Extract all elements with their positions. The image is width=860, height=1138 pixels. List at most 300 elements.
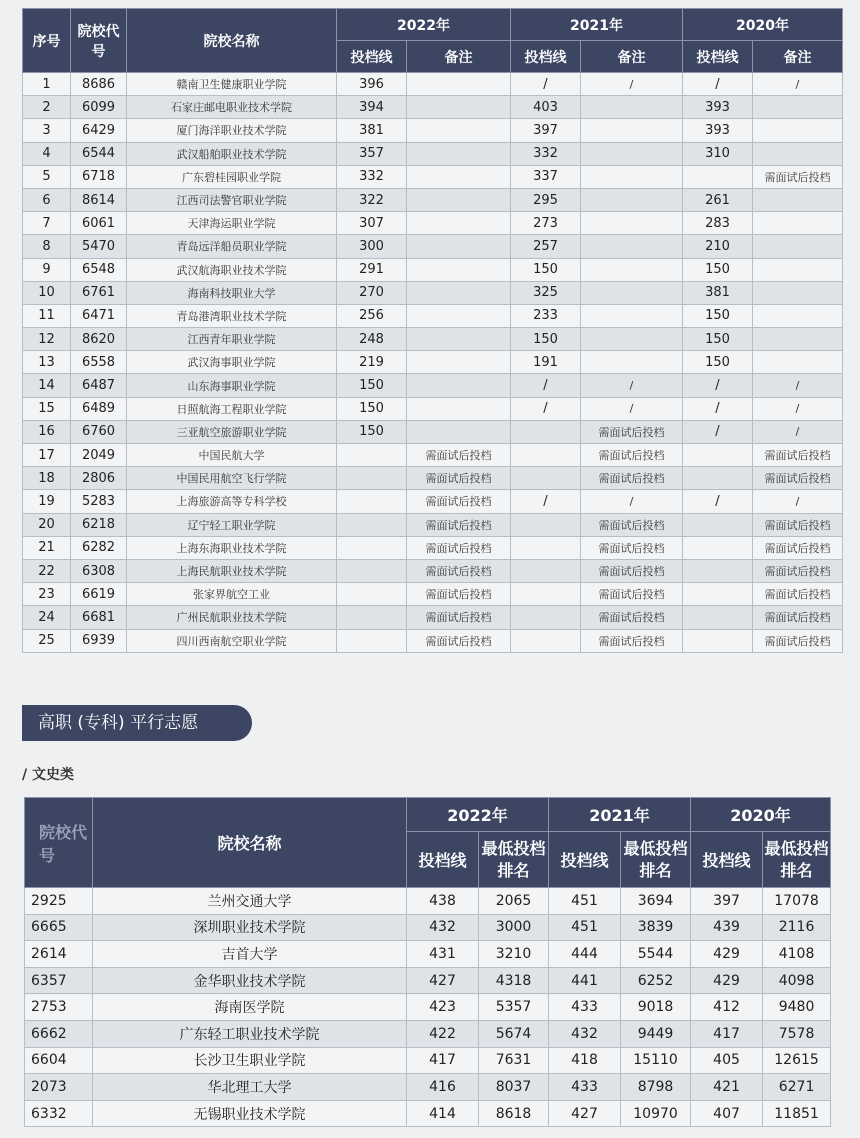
cell-name: 中国民用航空飞行学院 — [127, 467, 337, 490]
cell-name: 山东海事职业学院 — [127, 374, 337, 397]
cell-code: 6604 — [25, 1047, 93, 1074]
cell-s21: 432 — [549, 1020, 621, 1047]
cell-code: 6761 — [71, 281, 127, 304]
cell-s21: 427 — [549, 1100, 621, 1127]
cell-name: 赣南卫生健康职业学院 — [127, 73, 337, 96]
cell-seq: 1 — [23, 73, 71, 96]
table-row — [23, 397, 843, 420]
cell-s21: / — [511, 490, 581, 513]
table-row — [23, 490, 843, 513]
cell-code: 2925 — [25, 888, 93, 915]
cell-code: 8614 — [71, 188, 127, 211]
cell-n20 — [753, 304, 843, 327]
note-header-2021: 备注 — [581, 41, 683, 73]
cell-s20 — [683, 444, 753, 467]
cell-r21: 10970 — [621, 1100, 691, 1127]
table-row — [23, 513, 843, 536]
cell-s21: 451 — [549, 914, 621, 941]
section-title-badge: 高职 (专科) 平行志愿 — [22, 705, 252, 741]
note-header-2022: 备注 — [407, 41, 511, 73]
cell-s22: 422 — [407, 1020, 479, 1047]
cell-s21 — [511, 629, 581, 652]
cell-name: 广东碧桂园职业学院 — [127, 165, 337, 188]
cell-s20: 429 — [691, 967, 763, 994]
cell-name: 上海民航职业技术学院 — [127, 559, 337, 582]
cell-seq: 12 — [23, 328, 71, 351]
score-header-2020: 投档线 — [691, 832, 763, 888]
cell-n21: 需面试后投档 — [581, 559, 683, 582]
table-row — [23, 420, 843, 443]
cell-seq: 5 — [23, 165, 71, 188]
table-row — [25, 914, 831, 941]
cell-name: 武汉海事职业学院 — [127, 351, 337, 374]
cell-s22 — [337, 559, 407, 582]
cell-n20: 需面试后投档 — [753, 536, 843, 559]
cell-n21 — [581, 235, 683, 258]
cell-s21: 337 — [511, 165, 581, 188]
cell-s20 — [683, 513, 753, 536]
cell-name: 兰州交通大学 — [93, 888, 407, 915]
cell-s20 — [683, 165, 753, 188]
cell-s21: 325 — [511, 281, 581, 304]
cell-n22 — [407, 235, 511, 258]
cell-s22: 332 — [337, 165, 407, 188]
cell-n21: 需面试后投档 — [581, 444, 683, 467]
cell-n22 — [407, 73, 511, 96]
cell-n21 — [581, 351, 683, 374]
cell-s21 — [511, 467, 581, 490]
cell-s20: 412 — [691, 994, 763, 1021]
cell-s22 — [337, 444, 407, 467]
cell-s21: 433 — [549, 994, 621, 1021]
cell-s20: 310 — [683, 142, 753, 165]
cell-code: 8686 — [71, 73, 127, 96]
seq-header: 序号 — [23, 9, 71, 73]
cell-seq: 18 — [23, 467, 71, 490]
cell-n20: 需面试后投档 — [753, 629, 843, 652]
table-row — [23, 212, 843, 235]
table-row — [23, 583, 843, 606]
cell-s21: 191 — [511, 351, 581, 374]
cell-s20: 407 — [691, 1100, 763, 1127]
cell-n21 — [581, 96, 683, 119]
score-header-2021: 投档线 — [511, 41, 581, 73]
cell-s20 — [683, 629, 753, 652]
cell-n20 — [753, 258, 843, 281]
cell-code: 2753 — [25, 994, 93, 1021]
cell-n21: 需面试后投档 — [581, 583, 683, 606]
cell-n20 — [753, 351, 843, 374]
cell-s22: 300 — [337, 235, 407, 258]
cell-s21: 441 — [549, 967, 621, 994]
year-2021-header: 2021年 — [511, 9, 683, 41]
table-row — [23, 142, 843, 165]
cell-code: 6760 — [71, 420, 127, 443]
cell-r22: 7631 — [479, 1047, 549, 1074]
cell-r20: 7578 — [763, 1020, 831, 1047]
cell-n20: / — [753, 397, 843, 420]
table-row — [23, 328, 843, 351]
table-row — [25, 1074, 831, 1101]
cell-n22 — [407, 142, 511, 165]
cell-name: 上海东海职业技术学院 — [127, 536, 337, 559]
cell-s22: 381 — [337, 119, 407, 142]
table-row — [23, 73, 843, 96]
cell-name: 张家界航空工业 — [127, 583, 337, 606]
cell-s21 — [511, 559, 581, 582]
cell-code: 6718 — [71, 165, 127, 188]
cell-s22: 270 — [337, 281, 407, 304]
cell-n22 — [407, 165, 511, 188]
cell-r22: 8618 — [479, 1100, 549, 1127]
cell-code: 6471 — [71, 304, 127, 327]
cell-seq: 22 — [23, 559, 71, 582]
note-header-2020: 备注 — [753, 41, 843, 73]
table-row — [23, 235, 843, 258]
cell-s21: 273 — [511, 212, 581, 235]
cell-s20: / — [683, 490, 753, 513]
cell-s22 — [337, 490, 407, 513]
cell-n20: 需面试后投档 — [753, 444, 843, 467]
cell-r22: 2065 — [479, 888, 549, 915]
cell-seq: 23 — [23, 583, 71, 606]
cell-s21: 332 — [511, 142, 581, 165]
cell-n22 — [407, 420, 511, 443]
cell-s20 — [683, 559, 753, 582]
table-row — [23, 119, 843, 142]
cell-code: 6357 — [25, 967, 93, 994]
cell-s21: 150 — [511, 328, 581, 351]
cell-code: 6681 — [71, 606, 127, 629]
admission-score-table-top — [22, 8, 843, 653]
cell-s20: / — [683, 397, 753, 420]
cell-s21: / — [511, 374, 581, 397]
cell-s22: 307 — [337, 212, 407, 235]
cell-n20 — [753, 188, 843, 211]
cell-n22: 需面试后投档 — [407, 444, 511, 467]
cell-n20 — [753, 212, 843, 235]
cell-n21 — [581, 304, 683, 327]
cell-n21: 需面试后投档 — [581, 420, 683, 443]
cell-n21 — [581, 142, 683, 165]
cell-n21: 需面试后投档 — [581, 629, 683, 652]
cell-r20: 4108 — [763, 941, 831, 968]
cell-r20: 6271 — [763, 1074, 831, 1101]
cell-n20: / — [753, 374, 843, 397]
cell-n20: 需面试后投档 — [753, 559, 843, 582]
cell-name: 青岛远洋船员职业学院 — [127, 235, 337, 258]
cell-code: 6548 — [71, 258, 127, 281]
cell-s22: 414 — [407, 1100, 479, 1127]
cell-name: 三亚航空旅游职业学院 — [127, 420, 337, 443]
cell-name: 上海旅游高等专科学校 — [127, 490, 337, 513]
cell-r22: 8037 — [479, 1074, 549, 1101]
cell-s20: 210 — [683, 235, 753, 258]
cell-s22: 150 — [337, 420, 407, 443]
rank-header-2021: 最低投档排名 — [621, 832, 691, 888]
cell-n21: / — [581, 73, 683, 96]
score-header-2020: 投档线 — [683, 41, 753, 73]
cell-s20: 439 — [691, 914, 763, 941]
cell-r20: 11851 — [763, 1100, 831, 1127]
cell-code: 6061 — [71, 212, 127, 235]
cell-s21 — [511, 583, 581, 606]
cell-s21: 233 — [511, 304, 581, 327]
cell-seq: 16 — [23, 420, 71, 443]
cell-s22: 291 — [337, 258, 407, 281]
bottom-table-body — [25, 888, 831, 1127]
code-header: 院校代号 — [25, 798, 93, 888]
cell-s22 — [337, 606, 407, 629]
table-row — [23, 559, 843, 582]
cell-name: 中国民航大学 — [127, 444, 337, 467]
cell-s22 — [337, 467, 407, 490]
cell-s21: / — [511, 73, 581, 96]
cell-name: 江西青年职业学院 — [127, 328, 337, 351]
table-row — [23, 96, 843, 119]
cell-n21 — [581, 119, 683, 142]
cell-name: 厦门海洋职业技术学院 — [127, 119, 337, 142]
cell-n20: 需面试后投档 — [753, 165, 843, 188]
cell-n20: 需面试后投档 — [753, 467, 843, 490]
table-row — [23, 629, 843, 652]
cell-code: 6544 — [71, 142, 127, 165]
cell-s20: 397 — [691, 888, 763, 915]
cell-s20: 381 — [683, 281, 753, 304]
year-2020-header: 2020年 — [683, 9, 843, 41]
cell-s20 — [683, 606, 753, 629]
cell-seq: 14 — [23, 374, 71, 397]
cell-r20: 12615 — [763, 1047, 831, 1074]
cell-s21 — [511, 536, 581, 559]
cell-s22: 431 — [407, 941, 479, 968]
cell-s21: 418 — [549, 1047, 621, 1074]
cell-r22: 3210 — [479, 941, 549, 968]
cell-seq: 6 — [23, 188, 71, 211]
cell-n22 — [407, 119, 511, 142]
cell-n20 — [753, 235, 843, 258]
cell-name: 四川西南航空职业学院 — [127, 629, 337, 652]
cell-code: 6487 — [71, 374, 127, 397]
cell-r21: 9018 — [621, 994, 691, 1021]
cell-n22 — [407, 328, 511, 351]
cell-code: 5470 — [71, 235, 127, 258]
year-2022-header: 2022年 — [337, 9, 511, 41]
cell-s21 — [511, 513, 581, 536]
cell-name: 金华职业技术学院 — [93, 967, 407, 994]
cell-seq: 10 — [23, 281, 71, 304]
cell-s22: 150 — [337, 397, 407, 420]
cell-s22: 394 — [337, 96, 407, 119]
cell-r21: 6252 — [621, 967, 691, 994]
year-2020-header: 2020年 — [691, 798, 831, 832]
cell-s22: 256 — [337, 304, 407, 327]
cell-n22 — [407, 258, 511, 281]
cell-seq: 21 — [23, 536, 71, 559]
cell-seq: 25 — [23, 629, 71, 652]
cell-n20 — [753, 281, 843, 304]
cell-code: 6282 — [71, 536, 127, 559]
cell-s22: 396 — [337, 73, 407, 96]
cell-n20 — [753, 96, 843, 119]
cell-n21: 需面试后投档 — [581, 467, 683, 490]
cell-n22: 需面试后投档 — [407, 467, 511, 490]
cell-s22: 416 — [407, 1074, 479, 1101]
year-2022-header: 2022年 — [407, 798, 549, 832]
cell-n21 — [581, 165, 683, 188]
cell-name: 长沙卫生职业学院 — [93, 1047, 407, 1074]
cell-n22 — [407, 188, 511, 211]
cell-s21 — [511, 420, 581, 443]
cell-r21: 3694 — [621, 888, 691, 915]
table-row — [23, 374, 843, 397]
cell-s20: 417 — [691, 1020, 763, 1047]
cell-r20: 4098 — [763, 967, 831, 994]
cell-n21 — [581, 328, 683, 351]
top-table-body — [23, 73, 843, 653]
cell-s20: 261 — [683, 188, 753, 211]
cell-seq: 20 — [23, 513, 71, 536]
cell-n20: / — [753, 490, 843, 513]
cell-r22: 5357 — [479, 994, 549, 1021]
cell-n20: 需面试后投档 — [753, 513, 843, 536]
cell-r20: 9480 — [763, 994, 831, 1021]
cell-seq: 17 — [23, 444, 71, 467]
cell-name: 广东轻工职业技术学院 — [93, 1020, 407, 1047]
cell-s22 — [337, 513, 407, 536]
cell-name: 青岛港湾职业技术学院 — [127, 304, 337, 327]
cell-name: 天津海运职业学院 — [127, 212, 337, 235]
cell-seq: 9 — [23, 258, 71, 281]
cell-n21: / — [581, 397, 683, 420]
cell-seq: 4 — [23, 142, 71, 165]
cell-s20 — [683, 536, 753, 559]
cell-name: 武汉航海职业技术学院 — [127, 258, 337, 281]
cell-seq: 15 — [23, 397, 71, 420]
cell-s20: 150 — [683, 328, 753, 351]
cell-code: 2073 — [25, 1074, 93, 1101]
score-header-2021: 投档线 — [549, 832, 621, 888]
cell-n22 — [407, 281, 511, 304]
cell-n21 — [581, 188, 683, 211]
cell-s20: 150 — [683, 351, 753, 374]
cell-n21 — [581, 258, 683, 281]
cell-s21: 444 — [549, 941, 621, 968]
cell-n22: 需面试后投档 — [407, 559, 511, 582]
cell-name: 日照航海工程职业学院 — [127, 397, 337, 420]
cell-s20: / — [683, 374, 753, 397]
table-row — [25, 967, 831, 994]
cell-r20: 17078 — [763, 888, 831, 915]
cell-s20: 405 — [691, 1047, 763, 1074]
cell-seq: 19 — [23, 490, 71, 513]
table-row — [25, 1020, 831, 1047]
cell-n20: / — [753, 420, 843, 443]
cell-seq: 11 — [23, 304, 71, 327]
table-row — [25, 888, 831, 915]
cell-s22: 357 — [337, 142, 407, 165]
cell-n22 — [407, 351, 511, 374]
table-row — [23, 281, 843, 304]
table-row — [25, 994, 831, 1021]
cell-code: 6939 — [71, 629, 127, 652]
table-row — [23, 536, 843, 559]
cell-r21: 9449 — [621, 1020, 691, 1047]
cell-name: 吉首大学 — [93, 941, 407, 968]
cell-r22: 5674 — [479, 1020, 549, 1047]
cell-r21: 5544 — [621, 941, 691, 968]
cell-code: 6619 — [71, 583, 127, 606]
cell-seq: 13 — [23, 351, 71, 374]
code-header: 院校代号 — [71, 9, 127, 73]
cell-code: 2806 — [71, 467, 127, 490]
table-row — [25, 941, 831, 968]
cell-code: 6308 — [71, 559, 127, 582]
cell-n20 — [753, 119, 843, 142]
table-row — [23, 467, 843, 490]
cell-n22: 需面试后投档 — [407, 629, 511, 652]
cell-code: 2049 — [71, 444, 127, 467]
cell-s20: / — [683, 420, 753, 443]
cell-s22: 423 — [407, 994, 479, 1021]
cell-name: 石家庄邮电职业技术学院 — [127, 96, 337, 119]
cell-s21 — [511, 606, 581, 629]
cell-s20: 150 — [683, 304, 753, 327]
cell-n21 — [581, 212, 683, 235]
cell-s20 — [683, 467, 753, 490]
cell-n21: 需面试后投档 — [581, 606, 683, 629]
cell-name: 海南医学院 — [93, 994, 407, 1021]
cell-s20: 421 — [691, 1074, 763, 1101]
cell-s22: 417 — [407, 1047, 479, 1074]
name-header: 院校名称 — [127, 9, 337, 73]
cell-code: 2614 — [25, 941, 93, 968]
cell-n21: 需面试后投档 — [581, 513, 683, 536]
cell-n22: 需面试后投档 — [407, 583, 511, 606]
cell-code: 6332 — [25, 1100, 93, 1127]
cell-s20: 393 — [683, 96, 753, 119]
year-2021-header: 2021年 — [549, 798, 691, 832]
cell-s21: / — [511, 397, 581, 420]
table-row — [23, 444, 843, 467]
cell-n22 — [407, 96, 511, 119]
cell-s20: 283 — [683, 212, 753, 235]
rank-header-2022: 最低投档排名 — [479, 832, 549, 888]
cell-n20: / — [753, 73, 843, 96]
cell-s22: 438 — [407, 888, 479, 915]
cell-n20: 需面试后投档 — [753, 606, 843, 629]
cell-name: 辽宁轻工职业学院 — [127, 513, 337, 536]
cell-s22: 427 — [407, 967, 479, 994]
cell-code: 6218 — [71, 513, 127, 536]
cell-n22: 需面试后投档 — [407, 606, 511, 629]
cell-s22 — [337, 536, 407, 559]
cell-s22: 248 — [337, 328, 407, 351]
cell-n22 — [407, 304, 511, 327]
cell-n22 — [407, 374, 511, 397]
cell-s22: 322 — [337, 188, 407, 211]
cell-seq: 8 — [23, 235, 71, 258]
cell-n22: 需面试后投档 — [407, 513, 511, 536]
cell-name: 无锡职业技术学院 — [93, 1100, 407, 1127]
cell-s20: / — [683, 73, 753, 96]
cell-s21: 295 — [511, 188, 581, 211]
cell-code: 6558 — [71, 351, 127, 374]
cell-seq: 7 — [23, 212, 71, 235]
cell-r20: 2116 — [763, 914, 831, 941]
table-row — [25, 1100, 831, 1127]
cell-name: 海南科技职业大学 — [127, 281, 337, 304]
